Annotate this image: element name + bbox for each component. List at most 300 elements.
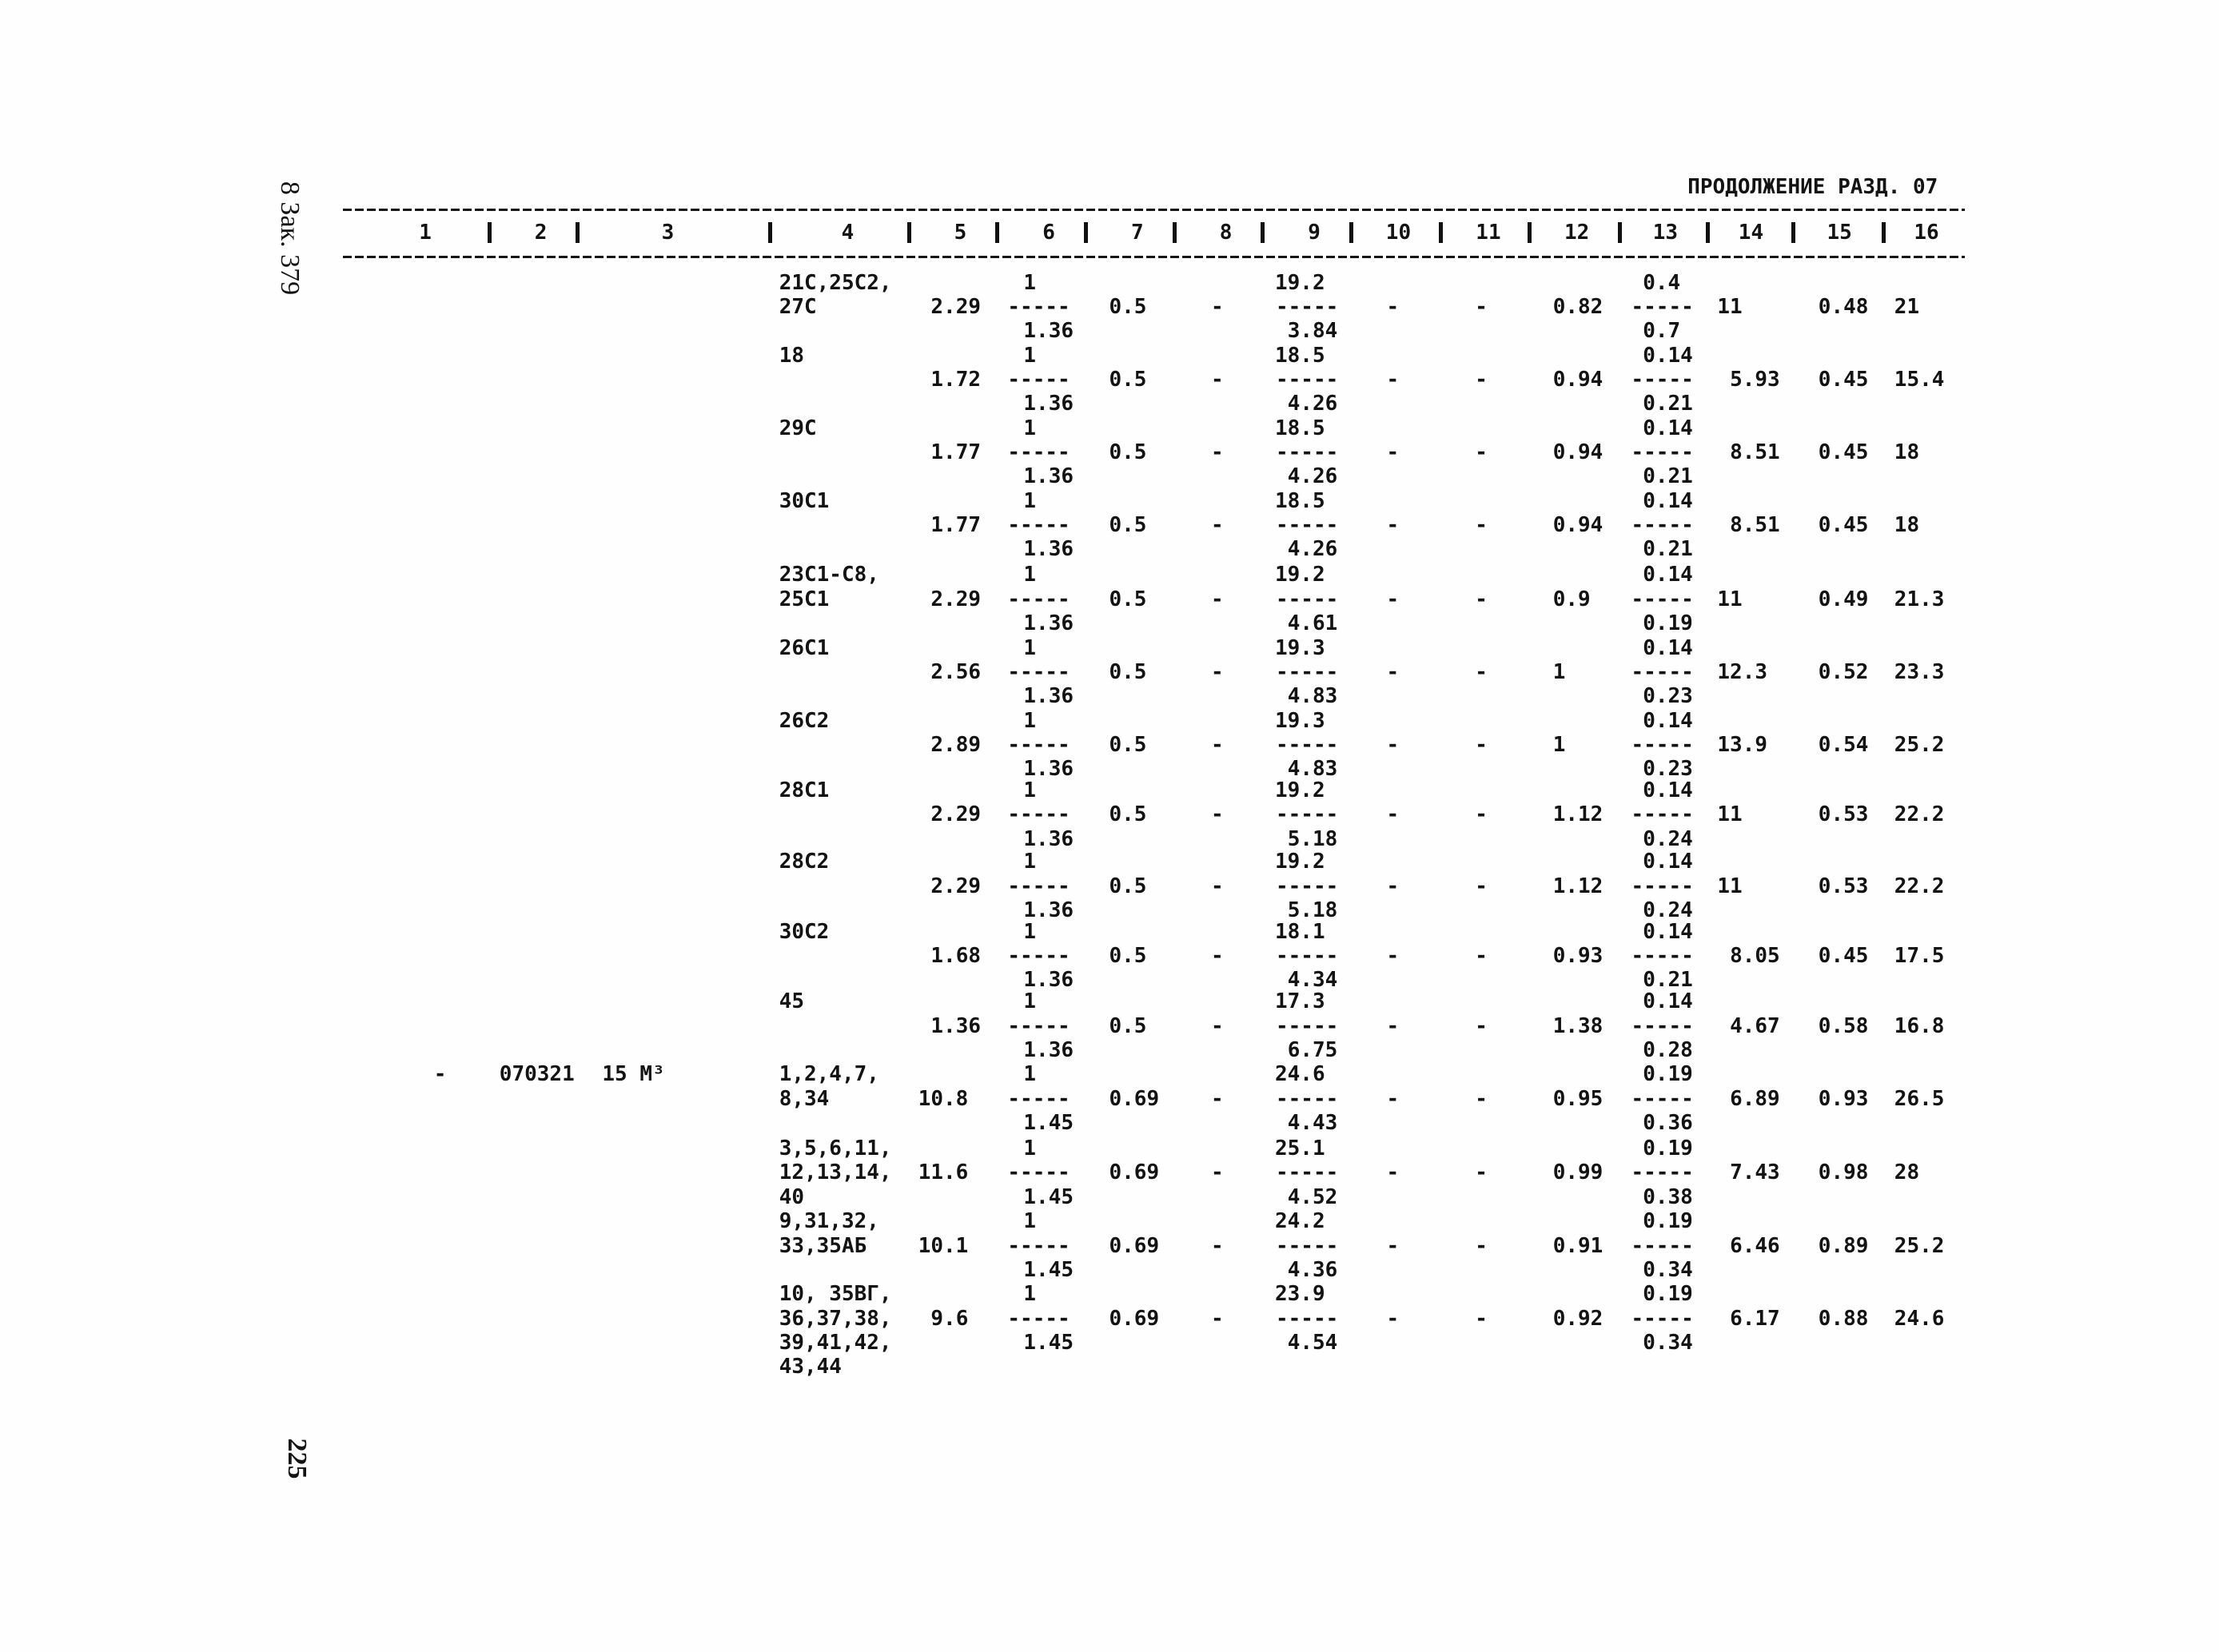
fraction-denominator: 5.18	[1287, 898, 1338, 922]
cell-col-16: 28	[1894, 1160, 1920, 1185]
fraction-numerator: 24.2	[1275, 1209, 1325, 1234]
fraction-denominator: 1.45	[1023, 1111, 1074, 1135]
cell-col-16: 24.6	[1894, 1306, 1945, 1331]
cell-col-16: 26.5	[1894, 1086, 1945, 1111]
cell-col-8: -	[1211, 802, 1224, 827]
cell-col-8: -	[1211, 587, 1224, 611]
column-separator	[1261, 222, 1265, 244]
fraction-denominator: 4.34	[1287, 968, 1338, 993]
cell-col-16: 18	[1894, 513, 1920, 537]
cell-col-5: 1.77	[930, 513, 982, 537]
cell-col-4-line: 27С	[779, 294, 817, 319]
fraction-numerator: 0.14	[1643, 488, 1693, 513]
cell-col-5: 10.1	[918, 1233, 969, 1258]
fraction-denominator: 4.83	[1287, 684, 1338, 709]
cell-col-10: -	[1386, 1233, 1400, 1258]
cell-col-12: 0.82	[1552, 294, 1603, 319]
cell-col-8: -	[1211, 294, 1224, 319]
cell-col-15: 0.45	[1818, 440, 1869, 464]
column-separator	[1173, 222, 1177, 244]
cell-col-14: 8.51	[1730, 513, 1780, 537]
fraction-bar: -----	[1007, 944, 1070, 969]
cell-col-10: -	[1386, 802, 1400, 827]
cell-col-5: 2.29	[930, 587, 982, 611]
fraction-bar: -----	[1276, 587, 1339, 611]
fraction-denominator: 1.36	[1023, 537, 1074, 562]
column-separator	[1439, 222, 1443, 244]
fraction-bar: -----	[1631, 802, 1694, 827]
cell-col-4-line: 21С,25С2,	[779, 270, 892, 295]
cell-col-8: -	[1211, 874, 1224, 898]
fraction-denominator: 1.45	[1023, 1257, 1074, 1282]
cell-col-8: -	[1211, 1306, 1224, 1331]
cell-col-15: 0.98	[1818, 1160, 1869, 1185]
cell-col-7: 0.69	[1109, 1160, 1160, 1185]
cell-col-7: 0.5	[1109, 513, 1147, 537]
cell-col-7: 0.5	[1109, 944, 1147, 969]
fraction-numerator: 19.2	[1275, 778, 1325, 802]
fraction-denominator: 1.36	[1023, 684, 1074, 709]
fraction-numerator: 18.1	[1275, 919, 1325, 944]
column-header: 14	[1738, 221, 1764, 245]
cell-col-5: 11.6	[918, 1160, 969, 1185]
fraction-bar: -----	[1276, 944, 1339, 969]
cell-col-14: 7.43	[1730, 1160, 1780, 1185]
fraction-numerator: 0.14	[1643, 708, 1693, 733]
cell-col-7: 0.5	[1109, 732, 1147, 757]
cell-col-15: 0.52	[1818, 659, 1869, 684]
column-header: 10	[1385, 221, 1412, 245]
fraction-bar: -----	[1631, 294, 1694, 319]
cell-col-14: 6.17	[1730, 1306, 1780, 1331]
cell-col-14: 12.3	[1717, 659, 1768, 684]
cell-col-14: 6.89	[1730, 1086, 1780, 1111]
cell-col-14: 4.67	[1730, 1013, 1780, 1038]
cell-col-16: 22.2	[1894, 802, 1945, 827]
cell-col-11: -	[1475, 294, 1488, 319]
cell-col-3: 15 М³	[602, 1062, 665, 1087]
fraction-bar: -----	[1631, 1306, 1694, 1331]
fraction-bar: -----	[1276, 294, 1339, 319]
fraction-denominator: 5.18	[1287, 826, 1338, 851]
cell-col-16: 21	[1894, 294, 1920, 319]
fraction-numerator: 25.1	[1275, 1136, 1325, 1161]
cell-col-8: -	[1211, 1013, 1224, 1038]
fraction-denominator: 0.23	[1643, 684, 1693, 709]
column-header: 9	[1308, 221, 1321, 245]
fraction-bar: -----	[1631, 944, 1694, 969]
column-separator	[995, 222, 999, 244]
cell-col-10: -	[1386, 944, 1400, 969]
cell-col-12: 0.9	[1552, 587, 1591, 611]
fraction-bar: -----	[1007, 440, 1070, 464]
fraction-numerator: 0.19	[1643, 1209, 1693, 1234]
cell-col-10: -	[1386, 874, 1400, 898]
cell-col-4-line: 40	[779, 1184, 804, 1209]
cell-col-16: 18	[1894, 440, 1920, 464]
fraction-denominator: 4.52	[1287, 1184, 1338, 1209]
cell-col-5: 1.72	[930, 367, 982, 392]
fraction-bar: -----	[1276, 1013, 1339, 1038]
cell-col-15: 0.53	[1818, 874, 1869, 898]
fraction-bar: -----	[1276, 659, 1339, 684]
fraction-bar: -----	[1276, 1306, 1339, 1331]
cell-col-4-line: 23С1-С8,	[779, 563, 879, 587]
cell-col-7: 0.5	[1109, 440, 1147, 464]
cell-col-4-line: 25С1	[779, 587, 830, 611]
fraction-denominator: 0.36	[1643, 1111, 1693, 1135]
fraction-numerator: 19.2	[1275, 850, 1325, 874]
fraction-denominator: 4.61	[1287, 611, 1338, 636]
column-separator	[1882, 222, 1886, 244]
cell-col-12: 1	[1552, 732, 1566, 757]
cell-col-4-line: 30С1	[779, 488, 830, 513]
cell-col-11: -	[1475, 802, 1488, 827]
fraction-denominator: 0.21	[1643, 464, 1693, 489]
fraction-numerator: 1	[1023, 1136, 1037, 1161]
page-number: 225	[282, 1438, 313, 1479]
cell-col-8: -	[1211, 1233, 1224, 1258]
fraction-bar: -----	[1276, 1086, 1339, 1111]
fraction-bar: -----	[1007, 659, 1070, 684]
fraction-bar: -----	[1631, 1086, 1694, 1111]
fraction-denominator: 0.19	[1643, 611, 1693, 636]
fraction-denominator: 4.83	[1287, 757, 1338, 782]
fraction-numerator: 1	[1023, 778, 1037, 802]
fraction-bar: -----	[1631, 874, 1694, 898]
cell-col-15: 0.48	[1818, 294, 1869, 319]
fraction-denominator: 0.38	[1643, 1184, 1693, 1209]
fraction-numerator: 1	[1023, 416, 1037, 440]
cell-col-12: 1.38	[1552, 1013, 1603, 1038]
fraction-denominator: 0.24	[1643, 898, 1693, 922]
column-header: 7	[1131, 221, 1144, 245]
cell-col-7: 0.5	[1109, 587, 1147, 611]
column-header: 12	[1564, 221, 1590, 245]
column-header: 1	[419, 221, 432, 245]
cell-col-7: 0.5	[1109, 294, 1147, 319]
cell-col-11: -	[1475, 440, 1488, 464]
cell-col-8: -	[1211, 659, 1224, 684]
cell-col-11: -	[1475, 513, 1488, 537]
cell-col-16: 25.2	[1894, 1233, 1945, 1258]
cell-col-4-line: 10, 35ВГ,	[779, 1282, 892, 1307]
fraction-denominator: 1.36	[1023, 1037, 1074, 1062]
cell-col-7: 0.5	[1109, 1013, 1147, 1038]
cell-col-11: -	[1475, 944, 1488, 969]
fraction-numerator: 0.14	[1643, 635, 1693, 660]
fraction-denominator: 4.26	[1287, 464, 1338, 489]
fraction-numerator: 1	[1023, 850, 1037, 874]
fraction-numerator: 19.3	[1275, 708, 1325, 733]
fraction-denominator: 1.36	[1023, 319, 1074, 344]
fraction-bar: -----	[1007, 1160, 1070, 1185]
cell-col-10: -	[1386, 1013, 1400, 1038]
fraction-denominator: 1.36	[1023, 464, 1074, 489]
column-header: 6	[1042, 221, 1055, 245]
cell-col-11: -	[1475, 659, 1488, 684]
fraction-numerator: 1	[1023, 343, 1037, 368]
fraction-denominator: 0.24	[1643, 826, 1693, 851]
fraction-numerator: 24.6	[1275, 1062, 1325, 1087]
cell-col-14: 11	[1717, 587, 1743, 611]
header-top-rule	[343, 209, 1966, 211]
fraction-denominator: 4.43	[1287, 1111, 1338, 1135]
fraction-bar: -----	[1631, 732, 1694, 757]
fraction-numerator: 0.14	[1643, 343, 1693, 368]
fraction-bar: -----	[1276, 874, 1339, 898]
fraction-numerator: 1	[1023, 488, 1037, 513]
cell-col-12: 1.12	[1552, 874, 1603, 898]
fraction-numerator: 0.19	[1643, 1136, 1693, 1161]
fraction-denominator: 1.45	[1023, 1184, 1074, 1209]
fraction-bar: -----	[1631, 440, 1694, 464]
cell-col-8: -	[1211, 1086, 1224, 1111]
column-separator	[768, 222, 772, 244]
cell-col-16: 23.3	[1894, 659, 1945, 684]
cell-col-5: 1.36	[930, 1013, 982, 1038]
cell-col-12: 1.12	[1552, 802, 1603, 827]
cell-col-15: 0.45	[1818, 513, 1869, 537]
fraction-numerator: 0.14	[1643, 919, 1693, 944]
cell-col-12: 0.99	[1552, 1160, 1603, 1185]
column-separator	[1706, 222, 1710, 244]
fraction-bar: -----	[1276, 802, 1339, 827]
fraction-denominator: 0.21	[1643, 392, 1693, 416]
cell-col-15: 0.93	[1818, 1086, 1869, 1111]
cell-col-12: 0.95	[1552, 1086, 1603, 1111]
cell-col-4-line: 1,2,4,7,	[779, 1062, 879, 1087]
column-header: 11	[1476, 221, 1501, 245]
fraction-numerator: 23.9	[1275, 1282, 1325, 1307]
fraction-numerator: 0.14	[1643, 850, 1693, 874]
cell-col-5: 2.29	[930, 294, 982, 319]
fraction-bar: -----	[1276, 513, 1339, 537]
cell-col-14: 11	[1717, 874, 1743, 898]
column-separator	[488, 222, 492, 244]
column-header: 2	[534, 221, 548, 245]
cell-col-12: 0.94	[1552, 367, 1603, 392]
fraction-denominator: 0.21	[1643, 537, 1693, 562]
cell-col-8: -	[1211, 440, 1224, 464]
fraction-denominator: 1.36	[1023, 968, 1074, 993]
fraction-bar: -----	[1276, 1160, 1339, 1185]
fraction-numerator: 19.2	[1275, 270, 1325, 295]
cell-col-15: 0.49	[1818, 587, 1869, 611]
column-header: 16	[1914, 221, 1939, 245]
cell-col-7: 0.69	[1109, 1233, 1160, 1258]
fraction-bar: -----	[1631, 1160, 1694, 1185]
fraction-denominator: 1.36	[1023, 757, 1074, 782]
cell-col-1: -	[433, 1062, 447, 1087]
cell-col-5: 1.77	[930, 440, 982, 464]
cell-col-5: 10.8	[918, 1086, 969, 1111]
fraction-bar: -----	[1007, 1306, 1070, 1331]
cell-col-4-line: 36,37,38,	[779, 1306, 892, 1331]
fraction-denominator: 3.84	[1287, 319, 1338, 344]
cell-col-5: 2.56	[930, 659, 982, 684]
cell-col-4-line: 9,31,32,	[779, 1209, 879, 1234]
cell-col-10: -	[1386, 294, 1400, 319]
cell-col-14: 11	[1717, 802, 1743, 827]
cell-col-12: 0.94	[1552, 440, 1603, 464]
cell-col-4-line: 12,13,14,	[779, 1160, 892, 1185]
fraction-denominator: 1.36	[1023, 898, 1074, 922]
fraction-numerator: 18.5	[1275, 343, 1325, 368]
fraction-numerator: 1	[1023, 1062, 1037, 1087]
cell-col-8: -	[1211, 513, 1224, 537]
cell-col-16: 22.2	[1894, 874, 1945, 898]
fraction-denominator: 4.26	[1287, 537, 1338, 562]
fraction-bar: -----	[1276, 732, 1339, 757]
cell-col-12: 0.93	[1552, 944, 1603, 969]
column-header: 8	[1219, 221, 1233, 245]
column-separator	[1528, 222, 1532, 244]
cell-col-15: 0.88	[1818, 1306, 1869, 1331]
cell-col-11: -	[1475, 367, 1488, 392]
cell-col-10: -	[1386, 659, 1400, 684]
cell-col-7: 0.5	[1109, 802, 1147, 827]
fraction-denominator: 0.34	[1643, 1330, 1693, 1355]
fraction-denominator: 4.26	[1287, 392, 1338, 416]
fraction-bar: -----	[1631, 1233, 1694, 1258]
fraction-denominator: 1.36	[1023, 826, 1074, 851]
cell-col-2: 070321	[499, 1062, 575, 1087]
cell-col-11: -	[1475, 587, 1488, 611]
cell-col-16: 15.4	[1894, 367, 1945, 392]
cell-col-10: -	[1386, 1160, 1400, 1185]
column-header: 15	[1827, 221, 1852, 245]
order-number-label: 8 Зак. 379	[275, 181, 305, 296]
fraction-numerator: 0.14	[1643, 778, 1693, 802]
cell-col-12: 1	[1552, 659, 1566, 684]
cell-col-11: -	[1475, 1013, 1488, 1038]
cell-col-5: 2.29	[930, 802, 982, 827]
fraction-numerator: 0.4	[1643, 270, 1681, 295]
cell-col-14: 8.05	[1730, 944, 1780, 969]
cell-col-4-line: 28С2	[779, 850, 830, 874]
cell-col-12: 0.94	[1552, 513, 1603, 537]
cell-col-4-line: 26С2	[779, 708, 830, 733]
fraction-bar: -----	[1631, 1013, 1694, 1038]
cell-col-8: -	[1211, 732, 1224, 757]
fraction-denominator: 0.34	[1643, 1257, 1693, 1282]
fraction-bar: -----	[1631, 367, 1694, 392]
fraction-bar: -----	[1007, 367, 1070, 392]
cell-col-10: -	[1386, 1306, 1400, 1331]
fraction-denominator: 6.75	[1287, 1037, 1338, 1062]
cell-col-15: 0.45	[1818, 367, 1869, 392]
cell-col-10: -	[1386, 440, 1400, 464]
fraction-denominator: 4.54	[1287, 1330, 1338, 1355]
cell-col-16: 16.8	[1894, 1013, 1945, 1038]
cell-col-10: -	[1386, 513, 1400, 537]
cell-col-4-line: 28С1	[779, 778, 830, 802]
fraction-numerator: 18.5	[1275, 488, 1325, 513]
cell-col-8: -	[1211, 944, 1224, 969]
cell-col-4-line: 8,34	[779, 1086, 830, 1111]
section-title: ПРОДОЛЖЕНИЕ РАЗД. 07	[1687, 174, 1938, 199]
column-separator	[1349, 222, 1353, 244]
fraction-bar: -----	[1007, 732, 1070, 757]
fraction-numerator: 0.19	[1643, 1282, 1693, 1307]
cell-col-15: 0.58	[1818, 1013, 1869, 1038]
fraction-bar: -----	[1007, 513, 1070, 537]
cell-col-5: 2.29	[930, 874, 982, 898]
fraction-numerator: 1	[1023, 270, 1037, 295]
fraction-numerator: 1	[1023, 1282, 1037, 1307]
fraction-denominator: 0.28	[1643, 1037, 1693, 1062]
cell-col-4-line: 39,41,42,	[779, 1330, 892, 1355]
fraction-bar: -----	[1007, 1013, 1070, 1038]
fraction-denominator: 1.36	[1023, 392, 1074, 416]
fraction-numerator: 1	[1023, 989, 1037, 1014]
cell-col-14: 13.9	[1717, 732, 1768, 757]
fraction-bar: -----	[1007, 294, 1070, 319]
cell-col-5: 9.6	[930, 1306, 969, 1331]
cell-col-11: -	[1475, 1306, 1488, 1331]
fraction-bar: -----	[1007, 1086, 1070, 1111]
fraction-numerator: 17.3	[1275, 989, 1325, 1014]
fraction-numerator: 0.14	[1643, 416, 1693, 440]
column-header: 13	[1652, 221, 1678, 245]
fraction-denominator: 4.36	[1287, 1257, 1338, 1282]
column-header: 5	[954, 221, 967, 245]
cell-col-7: 0.5	[1109, 659, 1147, 684]
fraction-bar: -----	[1276, 1233, 1339, 1258]
cell-col-7: 0.69	[1109, 1086, 1160, 1111]
cell-col-4-line: 30С2	[779, 919, 830, 944]
cell-col-15: 0.53	[1818, 802, 1869, 827]
fraction-numerator: 1	[1023, 635, 1037, 660]
cell-col-11: -	[1475, 732, 1488, 757]
cell-col-11: -	[1475, 1160, 1488, 1185]
fraction-denominator: 1.45	[1023, 1330, 1074, 1355]
cell-col-4-line: 29С	[779, 416, 817, 440]
fraction-numerator: 1	[1023, 1209, 1037, 1234]
cell-col-7: 0.5	[1109, 874, 1147, 898]
cell-col-14: 11	[1717, 294, 1743, 319]
cell-col-8: -	[1211, 367, 1224, 392]
fraction-bar: -----	[1631, 513, 1694, 537]
fraction-denominator: 0.23	[1643, 757, 1693, 782]
cell-col-11: -	[1475, 1086, 1488, 1111]
fraction-numerator: 19.3	[1275, 635, 1325, 660]
fraction-numerator: 0.14	[1643, 989, 1693, 1014]
cell-col-14: 6.46	[1730, 1233, 1780, 1258]
cell-col-4-line: 45	[779, 989, 804, 1014]
fraction-bar: -----	[1007, 874, 1070, 898]
column-separator	[907, 222, 911, 244]
column-separator	[1084, 222, 1088, 244]
cell-col-4-line: 18	[779, 343, 804, 368]
fraction-numerator: 18.5	[1275, 416, 1325, 440]
cell-col-10: -	[1386, 587, 1400, 611]
cell-col-7: 0.69	[1109, 1306, 1160, 1331]
cell-col-4-line: 3,5,6,11,	[779, 1136, 892, 1161]
cell-col-14: 8.51	[1730, 440, 1780, 464]
cell-col-16: 17.5	[1894, 944, 1945, 969]
fraction-denominator: 0.7	[1643, 319, 1681, 344]
cell-col-15: 0.45	[1818, 944, 1869, 969]
cell-col-12: 0.92	[1552, 1306, 1603, 1331]
cell-col-11: -	[1475, 874, 1488, 898]
cell-col-10: -	[1386, 732, 1400, 757]
column-header: 3	[661, 221, 675, 245]
cell-col-15: 0.89	[1818, 1233, 1869, 1258]
fraction-bar: -----	[1631, 587, 1694, 611]
cell-col-15: 0.54	[1818, 732, 1869, 757]
